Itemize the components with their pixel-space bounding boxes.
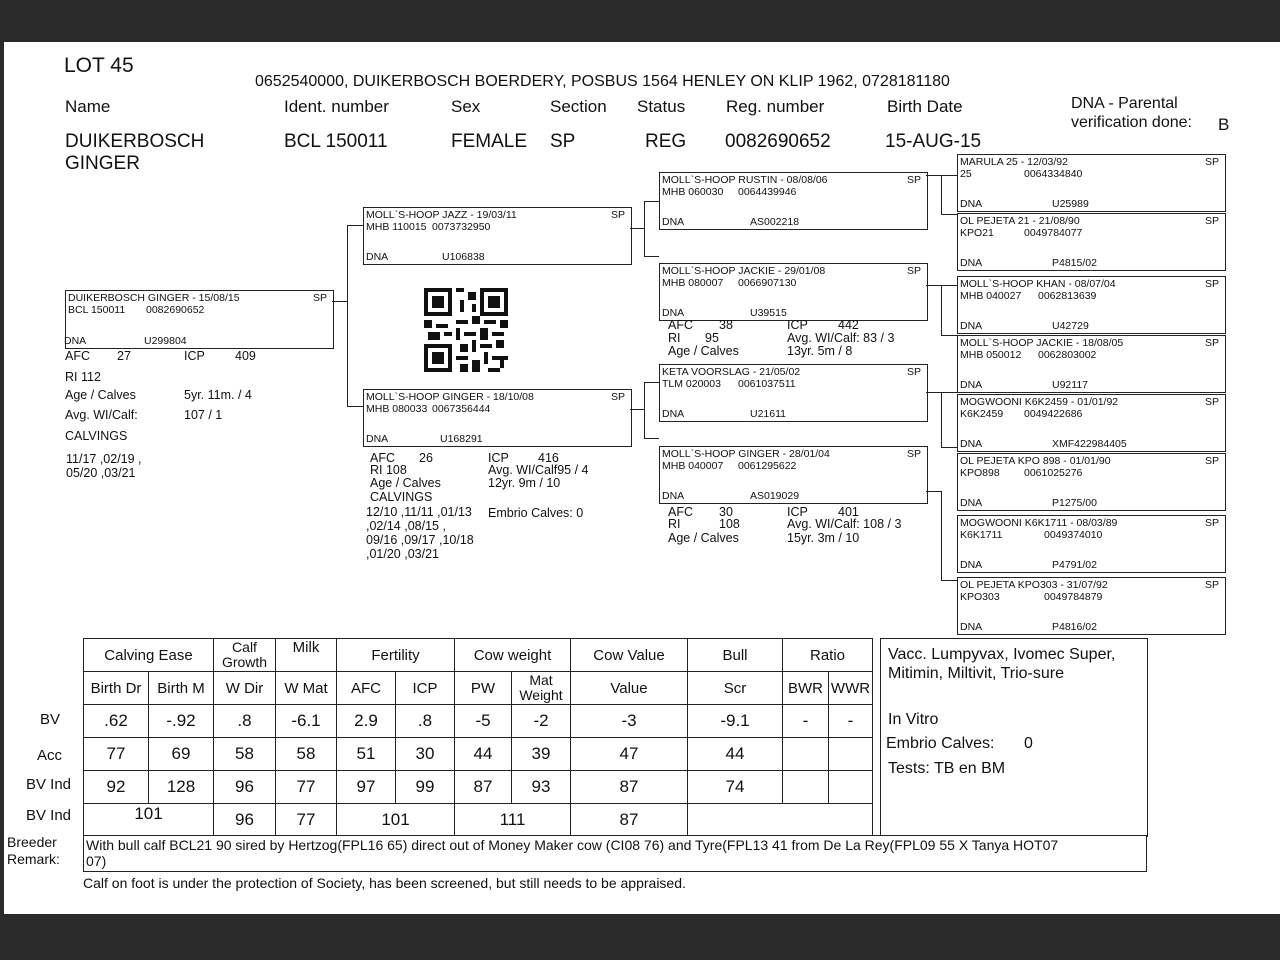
gp-title: KETA VOORSLAG - 21/05/02: [662, 366, 801, 378]
acc-cell: 39: [512, 738, 571, 771]
dna-code: B: [1218, 115, 1230, 134]
connector: [941, 285, 957, 286]
bv-cell: -5: [455, 705, 512, 738]
col-afc: AFC: [337, 672, 396, 705]
ggp-dna: P4815/02: [1052, 257, 1097, 269]
ggp-title: OL PEJETA KPO 898 - 01/01/90: [960, 455, 1111, 467]
ggp-id: MHB 040027: [960, 290, 1022, 302]
great-grandparent-box: [957, 453, 1226, 511]
col-scr: Scr: [688, 672, 783, 705]
ggp-dna: U92117: [1052, 379, 1089, 391]
subject-dna-label: DNA: [64, 335, 87, 347]
gp-dna-label: DNA: [662, 216, 685, 228]
ggp-reg: 0062803002: [1038, 349, 1097, 361]
dam-age: 12yr. 9m / 10: [488, 476, 561, 490]
subject-reg: 0082690652: [146, 304, 205, 316]
bvind2-cell: 77: [276, 804, 337, 837]
bvind-cell: 99: [396, 771, 455, 804]
subject-wi-label: Avg. WI/Calf:: [65, 408, 138, 422]
gp2-ri-label: RI: [668, 331, 681, 345]
ggp-title: OL PEJETA KPO303 - 31/07/92: [960, 579, 1108, 591]
subject-afc: 27: [117, 349, 131, 363]
ggp-id: KPO898: [960, 467, 1000, 479]
subject-calvings-1: 11/17 ,02/19 ,: [66, 452, 142, 466]
gp-reg: 0066907130: [738, 277, 797, 289]
dam-title: MOLL`S-HOOP GINGER - 18/10/08: [366, 391, 534, 403]
gp-id: MHB 060030: [662, 186, 724, 198]
dam-icp: 416: [538, 451, 559, 465]
header-status: Status: [637, 97, 686, 116]
gp-dna-label: DNA: [662, 408, 685, 420]
in-vitro: In Vitro: [888, 711, 939, 728]
ggp-dna-label: DNA: [960, 497, 983, 509]
gp-sp: SP: [906, 265, 921, 277]
connector: [347, 406, 363, 407]
connector: [941, 335, 957, 336]
bvind-cell: 97: [337, 771, 396, 804]
bv-cell: -3: [571, 705, 688, 738]
group-fertility: Fertility: [337, 639, 455, 672]
connector: [941, 175, 942, 214]
bv-cell: .62: [84, 705, 149, 738]
ggp-reg: 0061025276: [1024, 467, 1083, 479]
bv-cell: -: [783, 705, 829, 738]
ggp-dna-label: DNA: [960, 621, 983, 633]
bvind2-cell: 101: [84, 804, 214, 837]
ggp-id: K6K1711: [960, 529, 1003, 541]
ggp-dna: U42729: [1052, 320, 1089, 332]
remark-line-1: With bull calf BCL21 90 sired by Hertzog(FPL16 65) direct out of Money Maker cow (CI08 76) and Tyre(FPL13 41 from De La Rey(FPL09 55 X Tanya HOT07: [86, 837, 1059, 853]
ggp-dna-label: DNA: [960, 438, 983, 450]
gp-dna: U21611: [750, 408, 787, 420]
bvind-cell: [829, 771, 873, 804]
gp2-afc: 38: [719, 318, 733, 332]
remark-line-2: 07): [86, 853, 107, 869]
connector: [926, 285, 941, 286]
vaccinations-2: Mitimin, Miltivit, Trio-sure: [888, 665, 1065, 682]
subject-sp: SP: [312, 292, 327, 304]
connector: [630, 409, 644, 410]
subject-wi: 107 / 1: [184, 408, 223, 422]
connector: [644, 256, 659, 257]
dam-dna-label: DNA: [366, 433, 389, 445]
ggp-sp: SP: [1204, 215, 1219, 227]
animal-name-2: GINGER: [65, 153, 140, 174]
dam-age-label: Age / Calves: [370, 476, 441, 490]
dam-wi: Avg. WI/Calf95 / 4: [488, 463, 589, 477]
dam-sp: SP: [610, 391, 625, 403]
gp-reg: 0061037511: [738, 378, 796, 390]
header-ident: Ident. number: [284, 97, 389, 116]
gp4-ri: 108: [719, 517, 740, 531]
gp2-ri: 95: [705, 331, 719, 345]
dam-embrio: Embrio Calves: 0: [488, 506, 584, 520]
ggp-sp: SP: [1204, 517, 1219, 529]
gp2-icp: 442: [838, 318, 859, 332]
animal-birth: 15-AUG-15: [885, 131, 982, 152]
ggp-id: 25: [960, 168, 972, 180]
ggp-id: K6K2459: [960, 408, 1004, 420]
dam-calvings-2: ,02/14 ,08/15 ,: [366, 519, 446, 533]
group-cow-value: Cow Value: [571, 639, 688, 672]
qr-code-icon: [424, 288, 508, 372]
ggp-title: MARULA 25 - 12/03/92: [960, 156, 1068, 168]
dam-calvings-1: 12/10 ,11/11 ,01/13: [366, 505, 472, 519]
gp-dna: AS002218: [750, 216, 800, 228]
connector: [644, 382, 659, 383]
dam-icp-label: ICP: [488, 451, 509, 465]
vaccinations-1: Vacc. Lumpyvax, Ivomec Super,: [888, 646, 1116, 663]
ggp-sp: SP: [1204, 337, 1219, 349]
connector: [941, 392, 942, 447]
connector: [941, 175, 957, 176]
header-section: Section: [550, 97, 607, 116]
embrio-value: 0: [1024, 735, 1033, 752]
group-bull: Bull: [688, 639, 783, 672]
document-page: [4, 42, 1280, 914]
connector: [941, 392, 957, 393]
grandparent-box: [659, 172, 928, 230]
ggp-title: MOLL`S-HOOP JACKIE - 18/08/05: [960, 337, 1124, 349]
subject-icp-label: ICP: [184, 349, 205, 363]
header-sex: Sex: [451, 97, 481, 116]
bvind2-cell: 101: [337, 804, 455, 837]
acc-cell: 44: [455, 738, 512, 771]
ggp-dna: P4816/02: [1052, 621, 1097, 633]
sire-id: MHB 110015: [366, 221, 427, 233]
acc-cell: 69: [149, 738, 214, 771]
group-calf-growth: Calf Growth: [214, 639, 276, 672]
empty-cell: [688, 804, 873, 837]
grandparent-box: [659, 263, 928, 321]
subject-afc-label: AFC: [65, 349, 90, 363]
gp2-wi: Avg. WI/Calf: 83 / 3: [787, 331, 895, 345]
great-grandparent-box: [957, 335, 1226, 393]
ggp-dna-label: DNA: [960, 379, 983, 391]
col-pw: PW: [455, 672, 512, 705]
ggp-id: KPO21: [960, 227, 994, 239]
subject-age: 5yr. 11m. / 4: [184, 388, 252, 402]
gp4-ri-label: RI: [668, 517, 681, 531]
lot-number: LOT 45: [64, 54, 134, 77]
gp-title: MOLL`S-HOOP RUSTIN - 08/08/06: [662, 174, 828, 186]
group-milk: Milk: [276, 639, 337, 672]
row-label-acc: Acc: [37, 747, 63, 764]
gp-reg: 0061295622: [738, 460, 797, 472]
col-bwr: BWR: [783, 672, 829, 705]
animal-reg: 0082690652: [725, 131, 831, 152]
ggp-id: KPO303: [960, 591, 1000, 603]
col-w-dir: W Dir: [214, 672, 276, 705]
embrio-label: Embrio Calves:: [886, 735, 995, 752]
subject-icp: 409: [235, 349, 256, 363]
col-mat-weight: Mat Weight: [512, 672, 571, 705]
gp-id: TLM 020003: [662, 378, 721, 390]
bvind-cell: 74: [688, 771, 783, 804]
acc-cell: 58: [276, 738, 337, 771]
row-label-bvind2: BV Ind: [26, 807, 72, 824]
header-birth: Birth Date: [887, 97, 963, 116]
gp4-wi: Avg. WI/Calf: 108 / 3: [787, 517, 902, 531]
connector: [347, 225, 363, 226]
subject-title: DUIKERBOSCH GINGER - 15/08/15: [68, 292, 240, 304]
gp-dna: AS019029: [750, 490, 800, 502]
bvind-cell: 96: [214, 771, 276, 804]
connector: [926, 491, 941, 492]
gp-dna: U39515: [750, 307, 787, 319]
sire-box: [363, 207, 632, 265]
header-reg: Reg. number: [726, 97, 825, 116]
ggp-title: OL PEJETA 21 - 21/08/90: [960, 215, 1080, 227]
remark-box: [83, 835, 1147, 872]
connector: [941, 214, 957, 215]
bv-cell: -9.1: [688, 705, 783, 738]
animal-ident: BCL 150011: [284, 131, 388, 152]
acc-cell: 44: [688, 738, 783, 771]
gp4-age: 15yr. 3m / 10: [787, 531, 860, 545]
ggp-dna-label: DNA: [960, 198, 983, 210]
ggp-title: MOGWOONI K6K1711 - 08/03/89: [960, 517, 1118, 529]
connector: [630, 228, 644, 229]
bv-cell: -: [829, 705, 873, 738]
remark-label-1: Breeder: [7, 834, 57, 850]
great-grandparent-box: [957, 394, 1226, 452]
subject-calvings-label: CALVINGS: [65, 429, 128, 443]
sire-dna-label: DNA: [366, 251, 389, 263]
gp-title: MOLL`S-HOOP JACKIE - 29/01/08: [662, 265, 826, 277]
connector: [347, 225, 348, 406]
owner-contact: 0652540000, DUIKERBOSCH BOERDERY, POSBUS 1564 HENLEY ON KLIP 1962, 0728181180: [255, 73, 950, 90]
sire-title: MOLL`S-HOOP JAZZ - 19/03/11: [366, 209, 517, 221]
bvind-cell: [783, 771, 829, 804]
acc-cell: 77: [84, 738, 149, 771]
gp4-afc-label: AFC: [668, 505, 693, 519]
gp-sp: SP: [906, 448, 921, 460]
ggp-reg: 0049784879: [1044, 591, 1103, 603]
bvind2-cell: 96: [214, 804, 276, 837]
acc-cell: 58: [214, 738, 276, 771]
ggp-sp: SP: [1204, 156, 1219, 168]
acc-cell: 30: [396, 738, 455, 771]
connector: [941, 580, 957, 581]
acc-cell: [829, 738, 873, 771]
gp2-icp-label: ICP: [787, 318, 808, 332]
ggp-dna-label: DNA: [960, 257, 983, 269]
ggp-id: MHB 050012: [960, 349, 1022, 361]
bv-cell: .8: [214, 705, 276, 738]
sire-dna: U106838: [442, 251, 485, 263]
col-birth-dr: Birth Dr: [84, 672, 149, 705]
connector: [926, 175, 941, 176]
subject-dna: U299804: [144, 335, 187, 347]
connector: [941, 447, 957, 448]
dam-dna: U168291: [440, 433, 483, 445]
dam-calvings-4: ,01/20 ,03/21: [366, 547, 439, 561]
gp-sp: SP: [906, 174, 921, 186]
animal-status: REG: [645, 131, 687, 152]
remark-label-2: Remark:: [7, 851, 60, 867]
col-w-mat: W Mat: [276, 672, 337, 705]
sire-reg: 0073732950: [432, 221, 491, 233]
ggp-dna: P4791/02: [1052, 559, 1097, 571]
bvind-cell: 92: [84, 771, 149, 804]
acc-cell: [783, 738, 829, 771]
dam-calvings-3: 09/16 ,09/17 ,10/18: [366, 533, 474, 547]
breeding-values-table: [83, 638, 873, 837]
gp2-age: 13yr. 5m / 8: [787, 344, 853, 358]
subject-ri: RI 112: [65, 370, 101, 384]
dam-calvings-label: CALVINGS: [370, 490, 433, 504]
gp-dna-label: DNA: [662, 307, 685, 319]
gp-sp: SP: [906, 366, 921, 378]
header-dna-2: verification done:: [1071, 114, 1192, 131]
bv-cell: -6.1: [276, 705, 337, 738]
gp-id: MHB 080007: [662, 277, 724, 289]
connector: [926, 392, 941, 393]
ggp-reg: 0064334840: [1024, 168, 1083, 180]
bv-cell: -2: [512, 705, 571, 738]
bvind-cell: 93: [512, 771, 571, 804]
sire-sp: SP: [610, 209, 625, 221]
dam-afc-label: AFC: [370, 451, 395, 465]
ggp-reg: 0062813639: [1038, 290, 1097, 302]
footer-note: Calf on foot is under the protection of Society, has been screened, but still needs to be appraised.: [83, 875, 686, 891]
ggp-title: MOLL`S-HOOP KHAN - 08/07/04: [960, 278, 1116, 290]
gp4-icp-label: ICP: [787, 505, 808, 519]
col-icp: ICP: [396, 672, 455, 705]
subject-age-label: Age / Calves: [65, 388, 136, 402]
ggp-sp: SP: [1204, 278, 1219, 290]
bvind-cell: 128: [149, 771, 214, 804]
ggp-dna: P1275/00: [1052, 497, 1097, 509]
dam-reg: 0067356444: [432, 403, 491, 415]
acc-cell: 47: [571, 738, 688, 771]
grandparent-box: [659, 364, 928, 422]
great-grandparent-box: [957, 154, 1226, 212]
connector: [332, 301, 347, 302]
ggp-sp: SP: [1204, 396, 1219, 408]
notes-panel: [880, 638, 1148, 837]
bvind-cell: 87: [571, 771, 688, 804]
ggp-reg: 0049784077: [1024, 227, 1083, 239]
ggp-dna-label: DNA: [960, 320, 983, 332]
gp4-age-label: Age / Calves: [668, 531, 739, 545]
gp2-age-label: Age / Calves: [668, 344, 739, 358]
acc-cell: 51: [337, 738, 396, 771]
ggp-sp: SP: [1204, 579, 1219, 591]
dam-box: [363, 389, 632, 447]
dam-ri: RI 108: [370, 463, 407, 477]
bv-cell: 2.9: [337, 705, 396, 738]
subject-box: [65, 290, 334, 349]
ggp-reg: 0049374010: [1044, 529, 1103, 541]
dam-id: MHB 080033: [366, 403, 428, 415]
header-name: Name: [65, 97, 111, 116]
animal-sex: FEMALE: [451, 131, 528, 152]
ggp-dna: XMF422984405: [1052, 438, 1127, 450]
connector: [941, 285, 942, 335]
animal-section: SP: [550, 131, 576, 152]
row-label-bvind: BV Ind: [26, 776, 72, 793]
gp-reg: 0064439946: [738, 186, 797, 198]
gp4-icp: 401: [838, 505, 859, 519]
col-wwr: WWR: [829, 672, 873, 705]
ggp-dna: U25989: [1052, 198, 1089, 210]
bvind-cell: 77: [276, 771, 337, 804]
ggp-title: MOGWOONI K6K2459 - 01/01/92: [960, 396, 1119, 408]
gp2-afc-label: AFC: [668, 318, 693, 332]
animal-name-1: DUIKERBOSCH: [65, 131, 205, 152]
ggp-reg: 0049422686: [1024, 408, 1083, 420]
group-cow-weight: Cow weight: [455, 639, 571, 672]
great-grandparent-box: [957, 213, 1226, 271]
col-value: Value: [571, 672, 688, 705]
grandparent-box: [659, 446, 928, 504]
ggp-sp: SP: [1204, 455, 1219, 467]
gp-title: MOLL`S-HOOP GINGER - 28/01/04: [662, 448, 830, 460]
subject-calvings-2: 05/20 ,03/21: [66, 466, 136, 480]
bvind-cell: 87: [455, 771, 512, 804]
great-grandparent-box: [957, 276, 1226, 334]
gp-dna-label: DNA: [662, 490, 685, 502]
bv-cell: -.92: [149, 705, 214, 738]
row-label-bv: BV: [40, 711, 61, 728]
great-grandparent-box: [957, 515, 1226, 573]
connector: [644, 201, 659, 202]
connector: [644, 382, 645, 438]
connector: [941, 491, 942, 580]
bvind2-cell: 87: [571, 804, 688, 837]
gp4-afc: 30: [719, 505, 733, 519]
col-birth-m: Birth M: [149, 672, 214, 705]
header-dna-1: DNA - Parental: [1071, 95, 1178, 112]
great-grandparent-box: [957, 577, 1226, 635]
bv-cell: .8: [396, 705, 455, 738]
group-ratio: Ratio: [783, 639, 873, 672]
ggp-dna-label: DNA: [960, 559, 983, 571]
gp-id: MHB 040007: [662, 460, 724, 472]
connector: [644, 201, 645, 256]
bvind2-cell: 111: [455, 804, 571, 837]
dam-afc: 26: [419, 451, 433, 465]
connector: [644, 438, 659, 439]
group-calving-ease: Calving Ease: [84, 639, 214, 672]
subject-id: BCL 150011: [68, 304, 126, 316]
tests: Tests: TB en BM: [888, 760, 1006, 777]
